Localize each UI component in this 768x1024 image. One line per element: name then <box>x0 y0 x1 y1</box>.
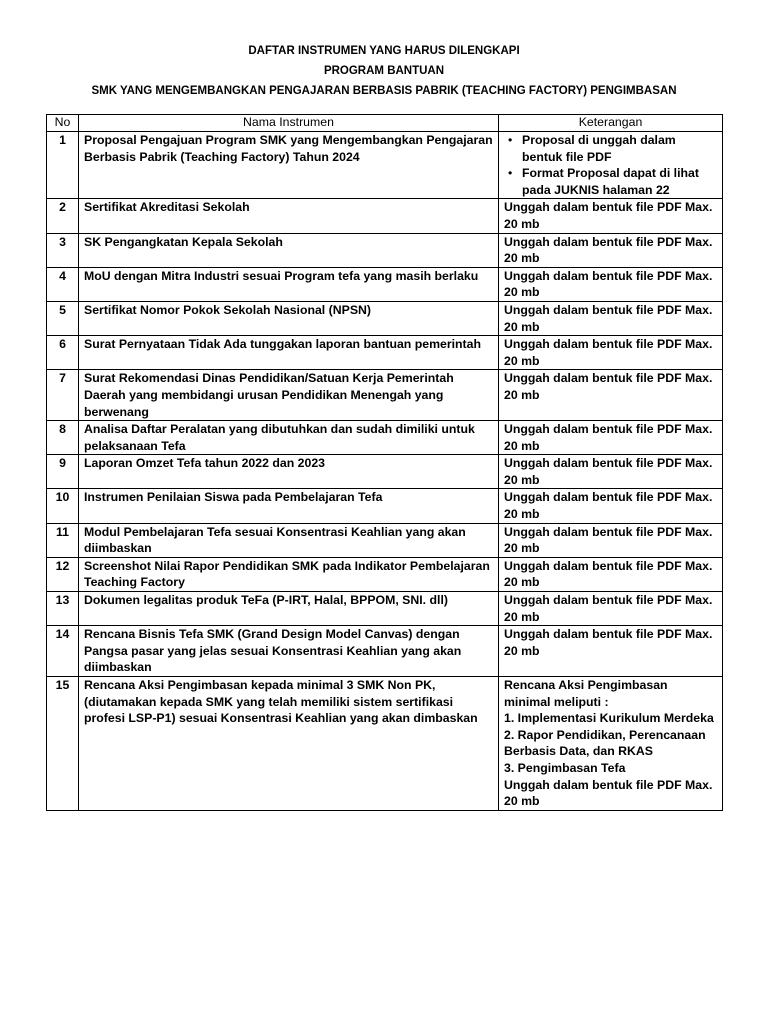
keterangan-bullet-item: • Proposal di unggah dalam bentuk file PDF <box>522 132 717 165</box>
keterangan-cell: Unggah dalam bentuk file PDF Max. 20 mb <box>499 421 723 455</box>
table-row <box>47 233 723 267</box>
row-number: 13 <box>47 592 79 626</box>
keterangan-cell: Unggah dalam bentuk file PDF Max. 20 mb <box>499 199 723 233</box>
row-number: 6 <box>47 336 79 370</box>
row-number: 7 <box>47 370 79 421</box>
instrument-name: SK Pengangkatan Kepala Sekolah <box>79 233 499 267</box>
keterangan-cell: Unggah dalam bentuk file PDF Max. 20 mb <box>499 267 723 301</box>
keterangan-cell: Unggah dalam bentuk file PDF Max. 20 mb <box>499 523 723 557</box>
keterangan-cell: Unggah dalam bentuk file PDF Max. 20 mb <box>499 489 723 523</box>
table-header-row <box>47 115 723 132</box>
keterangan-cell: Unggah dalam bentuk file PDF Max. 20 mb <box>499 557 723 591</box>
keterangan-cell: Unggah dalam bentuk file PDF Max. 20 mb <box>499 233 723 267</box>
table-row <box>47 421 723 455</box>
keterangan-cell: Unggah dalam bentuk file PDF Max. 20 mb <box>499 301 723 335</box>
table-row <box>47 557 723 591</box>
column-header-keterangan: Keterangan <box>499 115 723 132</box>
keterangan-line: Unggah dalam bentuk file PDF Max. 20 mb <box>504 777 713 809</box>
row-number: 10 <box>47 489 79 523</box>
keterangan-cell: Unggah dalam bentuk file PDF Max. 20 mb <box>499 455 723 489</box>
keterangan-cell: Unggah dalam bentuk file PDF Max. 20 mb <box>499 336 723 370</box>
row-number: 15 <box>47 677 79 811</box>
instrument-name: Instrumen Penilaian Siswa pada Pembelajaran Tefa <box>79 489 499 523</box>
keterangan-cell: Unggah dalam bentuk file PDF Max. 20 mb <box>499 592 723 626</box>
instrument-name: Proposal Pengajuan Program SMK yang Mengembangkan Pengajaran Berbasis Pabrik (Teaching Factory) Tahun 2024 <box>79 132 499 199</box>
instrument-name: Rencana Aksi Pengimbasan kepada minimal 3 SMK Non PK, (diutamakan kepada SMK yang telah memiliki sistem sertifikasi profesi LSP-P1) sesuai Konsentrasi Keahlian yang akan dimbaskan <box>79 677 499 811</box>
keterangan-line: 3. Pengimbasan Tefa <box>504 760 626 775</box>
keterangan-cell: Unggah dalam bentuk file PDF Max. 20 mb <box>499 626 723 677</box>
instrument-name: Dokumen legalitas produk TeFa (P-IRT, Halal, BPPOM, SNI. dll) <box>79 592 499 626</box>
row-number: 1 <box>47 132 79 199</box>
instrument-name: Rencana Bisnis Tefa SMK (Grand Design Model Canvas) dengan Pangsa pasar yang jelas sesuai Konsentrasi Keahlian yang akan diimbaskan <box>79 626 499 677</box>
table-row <box>47 301 723 335</box>
instrument-name: Analisa Daftar Peralatan yang dibutuhkan dan sudah dimiliki untuk pelaksanaan Tefa <box>79 421 499 455</box>
instrument-name: Surat Rekomendasi Dinas Pendidikan/Satuan Kerja Pemerintah Daerah yang membidangi urusan Pendidikan Menengah yang berwenang <box>79 370 499 421</box>
instrument-name: Modul Pembelajaran Tefa sesuai Konsentrasi Keahlian yang akan diimbaskan <box>79 523 499 557</box>
column-header-no: No <box>47 115 79 132</box>
keterangan-cell <box>499 132 723 199</box>
heading-line-2: PROGRAM BANTUAN <box>323 65 445 77</box>
instrument-name: Sertifikat Nomor Pokok Sekolah Nasional (NPSN) <box>79 301 499 335</box>
document-heading <box>0 41 768 101</box>
table-row <box>47 199 723 233</box>
instrument-name: Sertifikat Akreditasi Sekolah <box>79 199 499 233</box>
keterangan-line: Rencana Aksi Pengimbasan minimal meliputi : <box>504 678 668 709</box>
keterangan-bullet-item: • Format Proposal dapat di lihat pada JUKNIS halaman 22 <box>522 165 717 198</box>
keterangan-cell <box>499 677 723 811</box>
instrument-name: MoU dengan Mitra Industri sesuai Program tefa yang masih berlaku <box>79 267 499 301</box>
keterangan-cell: Unggah dalam bentuk file PDF Max. 20 mb <box>499 370 723 421</box>
instrument-name: Screenshot Nilai Rapor Pendidikan SMK pada Indikator Pembelajaran Teaching Factory <box>79 557 499 591</box>
row-number: 14 <box>47 626 79 677</box>
row-number: 3 <box>47 233 79 267</box>
table-row <box>47 455 723 489</box>
table-row <box>47 267 723 301</box>
table-row <box>47 626 723 677</box>
keterangan-line: 1. Implementasi Kurikulum Merdeka <box>504 711 714 726</box>
instrument-name: Surat Pernyataan Tidak Ada tunggakan laporan bantuan pemerintah <box>79 336 499 370</box>
row-number: 8 <box>47 421 79 455</box>
table-row <box>47 489 723 523</box>
column-header-name: Nama Instrumen <box>79 115 499 132</box>
table-row <box>47 132 723 199</box>
table-row <box>47 523 723 557</box>
table-row <box>47 370 723 421</box>
heading-line-3: SMK YANG MENGEMBANGKAN PENGAJARAN BERBASIS PABRIK (TEACHING FACTORY) PENGIMBASAN <box>91 85 677 97</box>
row-number: 9 <box>47 455 79 489</box>
heading-line-1: DAFTAR INSTRUMEN YANG HARUS DILENGKAPI <box>248 45 520 57</box>
table-row <box>47 336 723 370</box>
row-number: 5 <box>47 301 79 335</box>
row-number: 2 <box>47 199 79 233</box>
table-row <box>47 592 723 626</box>
row-number: 11 <box>47 523 79 557</box>
keterangan-bullet-list <box>504 132 717 198</box>
instrument-name: Laporan Omzet Tefa tahun 2022 dan 2023 <box>79 455 499 489</box>
row-number: 4 <box>47 267 79 301</box>
table-row <box>47 677 723 811</box>
keterangan-line: 2. Rapor Pendidikan, Perencanaan Berbasis Data, dan RKAS <box>504 727 706 759</box>
instrument-table <box>46 114 723 811</box>
row-number: 12 <box>47 557 79 591</box>
